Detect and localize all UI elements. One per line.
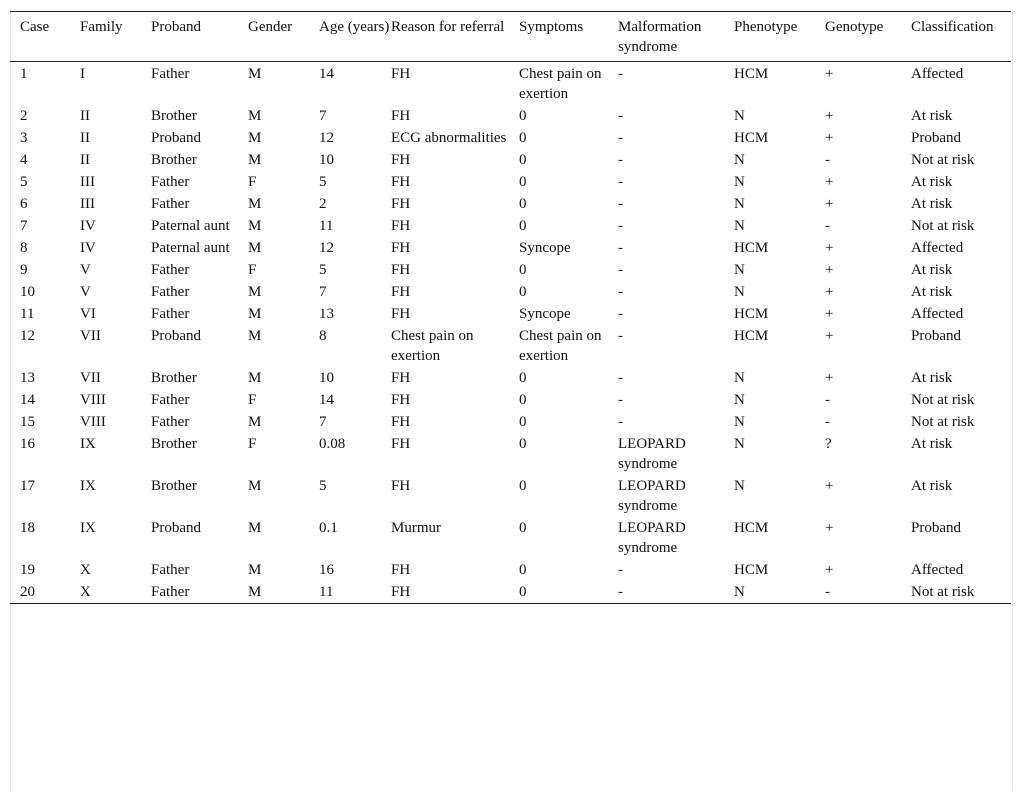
cell-symptoms: 0	[519, 584, 527, 600]
cell-phenotype: N	[734, 174, 745, 190]
cell-symptoms: 0	[519, 262, 527, 278]
cell-case: 17	[20, 478, 35, 494]
cell-phenotype: N	[734, 284, 745, 300]
cell-gender: M	[248, 584, 262, 600]
cell-genotype: +	[825, 130, 834, 146]
cell-proband: Proband	[151, 328, 201, 344]
cell-age: 0.08	[319, 436, 346, 452]
cell-phenotype: HCM	[734, 328, 769, 344]
cell-malformation: -	[618, 328, 623, 344]
cell-family: V	[80, 284, 91, 300]
cell-symptoms: Syncope	[519, 306, 571, 322]
cell-gender: M	[248, 152, 262, 168]
cell-case: 20	[20, 584, 35, 600]
cell-classification: Proband	[911, 520, 961, 536]
cell-gender: M	[248, 478, 262, 494]
table-row	[10, 193, 1011, 215]
cell-age: 8	[319, 328, 327, 344]
cell-proband: Father	[151, 284, 190, 300]
header-phenotype: Phenotype	[734, 19, 798, 35]
cell-classification: Not at risk	[911, 392, 975, 408]
cell-phenotype: HCM	[734, 306, 769, 322]
cell-classification: At risk	[911, 478, 953, 494]
cell-phenotype: HCM	[734, 66, 769, 82]
cell-genotype: +	[825, 284, 834, 300]
cell-symptoms: Chest pain on exertion	[519, 66, 602, 102]
table-row	[10, 62, 1011, 106]
cell-gender: M	[248, 306, 262, 322]
cell-phenotype: HCM	[734, 520, 769, 536]
table-row	[10, 411, 1011, 433]
cell-gender: M	[248, 240, 262, 256]
cell-symptoms: 0	[519, 392, 527, 408]
cell-malformation: -	[618, 174, 623, 190]
cell-symptoms: Syncope	[519, 240, 571, 256]
cell-genotype: +	[825, 306, 834, 322]
cell-phenotype: N	[734, 108, 745, 124]
cell-gender: F	[248, 262, 257, 278]
cell-age: 14	[319, 66, 334, 82]
cell-case: 8	[20, 240, 28, 256]
table-body	[10, 62, 1011, 604]
cell-genotype: +	[825, 562, 834, 578]
cell-gender: M	[248, 108, 262, 124]
cell-classification: Proband	[911, 130, 961, 146]
cell-reason: FH	[391, 370, 411, 386]
cell-symptoms: 0	[519, 370, 527, 386]
cell-genotype: +	[825, 520, 834, 536]
cell-reason: ECG abnormalities	[391, 130, 507, 146]
cell-age: 12	[319, 130, 334, 146]
cell-family: VII	[80, 328, 101, 344]
cell-reason: FH	[391, 196, 411, 212]
cell-age: 14	[319, 392, 334, 408]
table-row	[10, 281, 1011, 303]
cell-symptoms: 0	[519, 174, 527, 190]
cell-malformation: -	[618, 152, 623, 168]
cell-genotype: +	[825, 108, 834, 124]
cell-proband: Brother	[151, 370, 197, 386]
cell-proband: Brother	[151, 108, 197, 124]
cell-classification: At risk	[911, 284, 953, 300]
header-case: Case	[20, 19, 50, 35]
cell-genotype: +	[825, 174, 834, 190]
cell-malformation: LEOPARD syndrome	[618, 520, 686, 556]
cell-case: 15	[20, 414, 35, 430]
cell-family: IX	[80, 520, 96, 536]
cell-symptoms: 0	[519, 284, 527, 300]
cell-proband: Paternal aunt	[151, 240, 230, 256]
cell-age: 0.1	[319, 520, 338, 536]
cell-reason: FH	[391, 108, 411, 124]
cell-malformation: -	[618, 130, 623, 146]
cell-malformation: -	[618, 370, 623, 386]
cell-genotype: +	[825, 370, 834, 386]
cell-reason: FH	[391, 218, 411, 234]
cell-classification: At risk	[911, 174, 953, 190]
cell-symptoms: 0	[519, 478, 527, 494]
cell-reason: FH	[391, 414, 411, 430]
header-gender: Gender	[248, 19, 293, 35]
cell-malformation: -	[618, 306, 623, 322]
cell-malformation: -	[618, 392, 623, 408]
cell-symptoms: 0	[519, 414, 527, 430]
cell-phenotype: N	[734, 152, 745, 168]
cell-family: IV	[80, 240, 96, 256]
cell-proband: Father	[151, 414, 190, 430]
cell-family: X	[80, 584, 91, 600]
cell-malformation: -	[618, 284, 623, 300]
cell-proband: Father	[151, 306, 190, 322]
cell-case: 4	[20, 152, 28, 168]
cell-age: 7	[319, 414, 327, 430]
table-row	[10, 367, 1011, 389]
cell-age: 13	[319, 306, 334, 322]
cell-age: 5	[319, 174, 327, 190]
table-row	[10, 105, 1011, 127]
cell-phenotype: HCM	[734, 130, 769, 146]
cell-family: IV	[80, 218, 96, 234]
cell-reason: FH	[391, 562, 411, 578]
cell-family: II	[80, 108, 90, 124]
cell-age: 10	[319, 370, 334, 386]
cell-proband: Father	[151, 562, 190, 578]
table-row	[10, 149, 1011, 171]
cell-family: VIII	[80, 392, 106, 408]
cell-family: II	[80, 130, 90, 146]
cell-genotype: +	[825, 196, 834, 212]
cell-reason: FH	[391, 152, 411, 168]
table-header	[10, 12, 1011, 62]
cell-reason: FH	[391, 66, 411, 82]
cell-gender: M	[248, 130, 262, 146]
cell-case: 6	[20, 196, 28, 212]
cell-proband: Father	[151, 174, 190, 190]
cell-malformation: -	[618, 218, 623, 234]
cell-phenotype: N	[734, 262, 745, 278]
cell-case: 3	[20, 130, 28, 146]
cell-age: 11	[319, 218, 334, 234]
cell-gender: M	[248, 562, 262, 578]
cell-genotype: ?	[825, 436, 832, 452]
cell-classification: Affected	[911, 240, 964, 256]
cell-age: 5	[319, 478, 327, 494]
cell-malformation: -	[618, 562, 623, 578]
cell-age: 2	[319, 196, 327, 212]
cell-family: V	[80, 262, 91, 278]
cell-genotype: +	[825, 478, 834, 494]
cell-age: 11	[319, 584, 334, 600]
cell-gender: M	[248, 196, 262, 212]
cell-family: VIII	[80, 414, 106, 430]
cell-family: VI	[80, 306, 96, 322]
cell-case: 5	[20, 174, 28, 190]
cell-reason: FH	[391, 478, 411, 494]
header-family: Family	[80, 19, 123, 35]
cell-genotype: -	[825, 414, 830, 430]
cell-proband: Father	[151, 584, 190, 600]
cell-family: IX	[80, 478, 96, 494]
cell-classification: Proband	[911, 328, 961, 344]
header-proband: Proband	[151, 19, 201, 35]
cell-proband: Father	[151, 392, 190, 408]
cell-phenotype: N	[734, 392, 745, 408]
cell-case: 13	[20, 370, 35, 386]
cell-age: 12	[319, 240, 334, 256]
cell-gender: F	[248, 436, 257, 452]
cell-case: 7	[20, 218, 28, 234]
cell-gender: M	[248, 66, 262, 82]
cell-phenotype: HCM	[734, 240, 769, 256]
cell-malformation: -	[618, 66, 623, 82]
cell-case: 12	[20, 328, 35, 344]
header-age: Age (years)	[319, 19, 390, 35]
cell-phenotype: N	[734, 196, 745, 212]
cell-reason: FH	[391, 240, 411, 256]
cell-phenotype: N	[734, 370, 745, 386]
cell-malformation: -	[618, 262, 623, 278]
cell-genotype: -	[825, 392, 830, 408]
table-row	[10, 215, 1011, 237]
cell-case: 1	[20, 66, 28, 82]
cell-family: III	[80, 174, 95, 190]
cell-phenotype: N	[734, 436, 745, 452]
table-row	[10, 475, 1011, 517]
cell-age: 7	[319, 284, 327, 300]
cell-proband: Father	[151, 262, 190, 278]
table-row	[10, 237, 1011, 259]
cell-classification: Not at risk	[911, 414, 975, 430]
header-row	[10, 12, 1011, 62]
cell-gender: M	[248, 414, 262, 430]
cell-gender: M	[248, 370, 262, 386]
cell-proband: Brother	[151, 436, 197, 452]
cell-classification: At risk	[911, 108, 953, 124]
cell-genotype: -	[825, 584, 830, 600]
cell-case: 18	[20, 520, 35, 536]
cell-phenotype: N	[734, 414, 745, 430]
cell-phenotype: HCM	[734, 562, 769, 578]
cell-phenotype: N	[734, 584, 745, 600]
cell-classification: Affected	[911, 66, 964, 82]
clinical-data-table	[10, 11, 1011, 604]
cell-classification: At risk	[911, 196, 953, 212]
cell-family: X	[80, 562, 91, 578]
cell-reason: FH	[391, 584, 411, 600]
cell-case: 9	[20, 262, 28, 278]
header-genotype: Genotype	[825, 19, 884, 35]
cell-reason: FH	[391, 284, 411, 300]
cell-case: 11	[20, 306, 35, 322]
cell-genotype: +	[825, 240, 834, 256]
cell-proband: Brother	[151, 152, 197, 168]
cell-symptoms: 0	[519, 196, 527, 212]
cell-malformation: -	[618, 414, 623, 430]
cell-gender: M	[248, 520, 262, 536]
table-row	[10, 433, 1011, 475]
cell-symptoms: 0	[519, 152, 527, 168]
cell-proband: Proband	[151, 520, 201, 536]
cell-proband: Father	[151, 66, 190, 82]
cell-genotype: -	[825, 218, 830, 234]
cell-symptoms: 0	[519, 218, 527, 234]
cell-reason: FH	[391, 306, 411, 322]
cell-phenotype: N	[734, 478, 745, 494]
cell-malformation: -	[618, 196, 623, 212]
cell-gender: F	[248, 392, 257, 408]
cell-genotype: +	[825, 328, 834, 344]
cell-symptoms: 0	[519, 520, 527, 536]
cell-case: 14	[20, 392, 35, 408]
cell-symptoms: Chest pain on exertion	[519, 328, 602, 364]
table-row	[10, 389, 1011, 411]
header-classification: Classification	[911, 19, 994, 35]
cell-reason: FH	[391, 174, 411, 190]
cell-genotype: -	[825, 152, 830, 168]
header-malformation: Malformation syndrome	[618, 19, 702, 55]
table-row	[10, 259, 1011, 281]
table-row	[10, 517, 1011, 559]
cell-phenotype: N	[734, 218, 745, 234]
cell-symptoms: 0	[519, 436, 527, 452]
cell-family: III	[80, 196, 95, 212]
cell-family: IX	[80, 436, 96, 452]
cell-case: 10	[20, 284, 35, 300]
cell-proband: Father	[151, 196, 190, 212]
table-row	[10, 325, 1011, 367]
cell-malformation: -	[618, 240, 623, 256]
cell-family: I	[80, 66, 85, 82]
cell-symptoms: 0	[519, 562, 527, 578]
table-row	[10, 303, 1011, 325]
cell-classification: Affected	[911, 562, 964, 578]
cell-age: 5	[319, 262, 327, 278]
cell-proband: Paternal aunt	[151, 218, 230, 234]
cell-malformation: LEOPARD syndrome	[618, 436, 686, 472]
cell-proband: Brother	[151, 478, 197, 494]
cell-age: 7	[319, 108, 327, 124]
cell-reason: FH	[391, 436, 411, 452]
cell-malformation: -	[618, 108, 623, 124]
cell-classification: At risk	[911, 370, 953, 386]
cell-gender: M	[248, 328, 262, 344]
header-symptoms: Symptoms	[519, 19, 584, 35]
cell-case: 19	[20, 562, 35, 578]
cell-proband: Proband	[151, 130, 201, 146]
cell-genotype: +	[825, 262, 834, 278]
cell-malformation: LEOPARD syndrome	[618, 478, 686, 514]
cell-family: II	[80, 152, 90, 168]
cell-family: VII	[80, 370, 101, 386]
table-row	[10, 127, 1011, 149]
cell-reason: FH	[391, 262, 411, 278]
cell-symptoms: 0	[519, 130, 527, 146]
cell-gender: M	[248, 284, 262, 300]
cell-classification: Not at risk	[911, 584, 975, 600]
cell-age: 16	[319, 562, 334, 578]
cell-reason: Murmur	[391, 520, 441, 536]
cell-case: 2	[20, 108, 28, 124]
cell-genotype: +	[825, 66, 834, 82]
cell-gender: M	[248, 218, 262, 234]
table-row	[10, 559, 1011, 581]
header-reason: Reason for referral	[391, 19, 505, 35]
cell-symptoms: 0	[519, 108, 527, 124]
cell-classification: At risk	[911, 262, 953, 278]
cell-reason: FH	[391, 392, 411, 408]
cell-case: 16	[20, 436, 35, 452]
cell-classification: At risk	[911, 436, 953, 452]
cell-gender: F	[248, 174, 257, 190]
cell-classification: Affected	[911, 306, 964, 322]
cell-reason: Chest pain on exertion	[391, 328, 474, 364]
cell-classification: Not at risk	[911, 218, 975, 234]
cell-malformation: -	[618, 584, 623, 600]
cell-age: 10	[319, 152, 334, 168]
table-row	[10, 581, 1011, 604]
table-row	[10, 171, 1011, 193]
cell-classification: Not at risk	[911, 152, 975, 168]
